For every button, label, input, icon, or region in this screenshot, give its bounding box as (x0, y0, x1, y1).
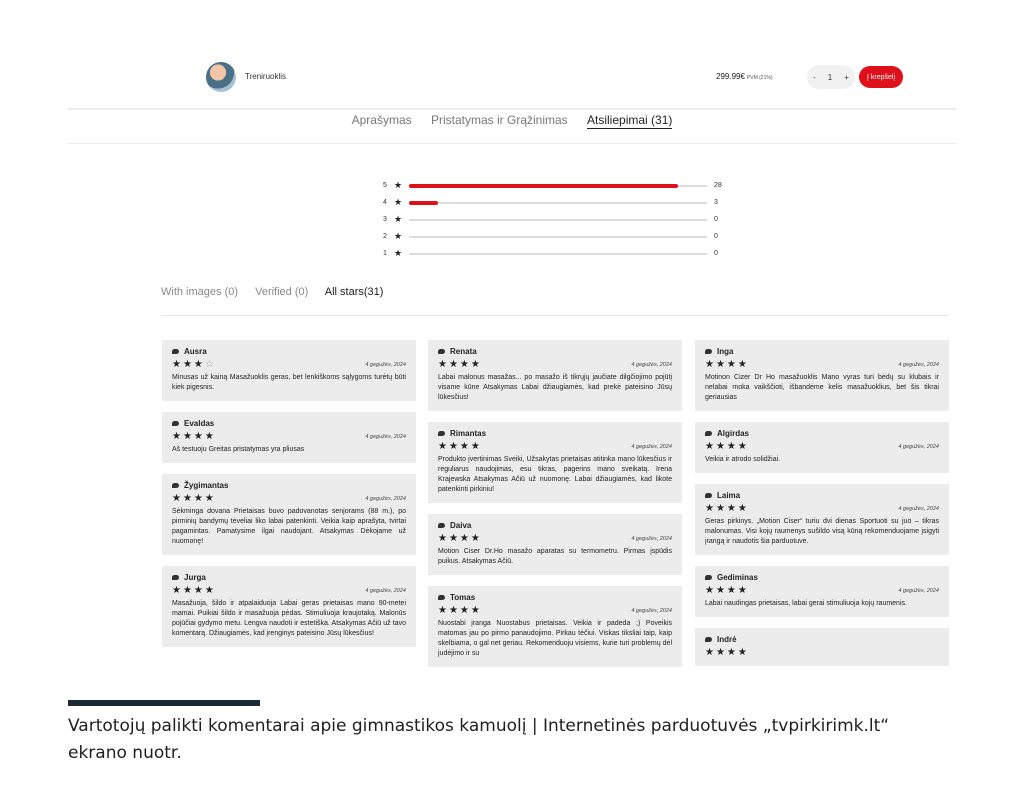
add-to-cart-button[interactable]: Į krepšelį (859, 66, 903, 88)
review-stars: ★★★★ (172, 431, 216, 442)
review-text: Labai malonus masažas... po masažo iš tikrųjų jaučiate dilgčiojimo pojūtį visame kūne Atsakymas Labai džiaugiamės, kad prekė pateisino Jūsų lūkesčius! (438, 374, 672, 401)
review-stars: ★★★★ (438, 605, 482, 616)
review-text: Masažuoja, šildo ir atpalaiduoja Labai geras prietaisas mano 90-metei mamai. Puikiai šildo ir masažuoja pėdas. Stimuliuoja kraujotaką. Malonūs pojūčiai gydymo metu. Lengva naudoti ir estetiška. Atsakymas Ačiū už tavo komentarą. Džiaugiamės, kad įrenginys pateisino Jūsų lūkesčius! (172, 600, 406, 637)
review-date: 4 gegužės, 2024 (365, 496, 406, 502)
review-meta (438, 534, 672, 544)
rating-bar-fill (409, 184, 678, 188)
rating-stars-label: 4 (383, 199, 387, 206)
review-author (438, 347, 672, 356)
review-meta (172, 432, 406, 442)
vat-note: PVM (21%) (746, 75, 773, 81)
review-card (695, 566, 949, 617)
product-tabs (68, 113, 956, 127)
review-date: 4 gegužės, 2024 (631, 536, 672, 542)
product-thumbnail[interactable] (206, 62, 236, 92)
quantity-stepper[interactable] (807, 65, 855, 89)
bottom-strip (68, 700, 260, 706)
review-stars: ★★★★ (705, 441, 749, 452)
review-meta (705, 586, 939, 596)
star-icon: ★ (394, 180, 403, 190)
review-author (438, 429, 672, 438)
reviews-column-2 (428, 340, 682, 678)
review-text: Motinon Cizer Dr Ho masažuoklis Mano vyras turi bėdų su klubais ir nelabai moka vaikščioti, išbandėme kelis masažuoklius, bet šis tikrai geriausias (705, 374, 939, 401)
review-card (162, 412, 416, 463)
rating-count: 0 (714, 216, 718, 223)
review-card (162, 340, 416, 401)
review-author (438, 521, 672, 530)
comment-icon (705, 575, 712, 580)
rating-stars-label: 3 (383, 216, 387, 223)
image-caption: Vartotojų palikti komentarai apie gimnastikos kamuolį | Internetinės parduotuvės „tvpirkirimk.lt“ ekrano nuotr. (68, 716, 890, 763)
review-author (705, 573, 939, 582)
review-date: 4 gegužės, 2024 (898, 362, 939, 368)
review-card (162, 474, 416, 555)
screenshot-frame (68, 48, 956, 706)
rating-row[interactable] (383, 197, 743, 214)
comment-icon (438, 523, 445, 528)
review-author-name: Algirdas (717, 429, 750, 438)
star-icon: ★ (394, 197, 403, 207)
rating-row[interactable] (383, 248, 743, 265)
rating-bar-track (409, 185, 707, 187)
review-date: 4 gegužės, 2024 (631, 362, 672, 368)
comment-icon (172, 575, 179, 580)
review-card (695, 484, 949, 555)
review-meta (705, 442, 939, 452)
review-text: Geras pirkinys. „Motion Ciser“ turiu dvi dienas Sportuoti su juo – tikras malonumas. Visi kojų raumenys sušildo visą kūną rekomenduojame įsigyti įrangą ir naudotis šia parduotuve. (705, 518, 939, 545)
review-author (705, 491, 939, 500)
rating-histogram (383, 180, 743, 265)
review-author (705, 635, 939, 644)
review-author-name: Renata (450, 347, 477, 356)
product-name: Treniruoklis (245, 72, 287, 81)
rating-row[interactable] (383, 180, 743, 197)
review-meta (705, 648, 939, 658)
review-date: 4 gegužės, 2024 (898, 588, 939, 594)
review-text: Minusas už kainą Masažuoklis geras, bet lenkiškoms sąlygoms turėtų būti kiek pigesnis. (172, 374, 406, 391)
review-author-name: Ausra (184, 347, 207, 356)
tab-reviews[interactable]: Atsiliepimai (31) (587, 113, 673, 127)
comment-icon (438, 349, 445, 354)
review-meta (172, 360, 406, 370)
rating-stars-label: 5 (383, 182, 387, 189)
review-author-name: Laima (717, 491, 741, 500)
review-text: Sėkminga dovana Prietaisas buvo padovanotas senjorams (88 m.), po pirminių bandymų tėveliai liko labai patenkinti. Veikia kaip aprašyta, tvirtai pagamintas. Pamatysime ilgai naudojant. Atsakymas Dėkojame už nuomonę! (172, 508, 406, 545)
reviews-column-3 (695, 340, 949, 677)
review-date: 4 gegužės, 2024 (898, 444, 939, 450)
rating-stars-label: 1 (383, 250, 387, 257)
filters-divider (161, 315, 948, 316)
review-author-name: Gediminas (717, 573, 758, 582)
review-stars: ★★★☆ (172, 359, 216, 370)
review-card (695, 628, 949, 666)
rating-row[interactable] (383, 231, 743, 248)
review-meta (438, 360, 672, 370)
comment-icon (705, 493, 712, 498)
review-stars: ★★★★ (438, 533, 482, 544)
price-value: 299.99€ (716, 72, 745, 81)
review-text: Labai naudingas prietaisas, labai gerai stimuliuoja kojų raumenis. (705, 600, 907, 607)
rating-count: 3 (714, 199, 718, 206)
review-meta (438, 606, 672, 616)
qty-value[interactable]: 1 (827, 72, 833, 82)
review-stars: ★★★★ (705, 585, 749, 596)
rating-count: 0 (714, 233, 718, 240)
review-card (162, 566, 416, 647)
qty-minus-button[interactable]: - (813, 72, 816, 82)
review-text: Produkto įvertinimas Sveiki, Užsakytas prietaisas atitinka mano lūkesčius ir reguliarus naudojimas, esu tikras, pagerins mano sveikatą. Irena Krajewska Atsakymas Ačiū už nuomonę. Labai džiaugiamės, kad likote patenkinti pirkiniu! (438, 456, 672, 493)
rating-count: 28 (714, 182, 722, 189)
review-text: Aš testuoju Greitas pristatymas yra pliusas (172, 446, 305, 453)
review-card (695, 422, 949, 473)
review-meta (705, 504, 939, 514)
review-author-name: Rimantas (450, 429, 487, 438)
tab-shipping-returns[interactable]: Pristatymas ir Grąžinimas (430, 113, 568, 127)
review-card (428, 340, 682, 411)
review-text: Nuostabi įranga Nuostabus prietaisas. Veikia ir padeda ;) Poveikis matomas jau po pirmo panaudojimo. Pirkau tėčiui. Viskas tiksliai taip, kaip skelbiama, o gal net geriau. Rekomenduoju visiems, kurie turi problemų dėl judėjimo ir su (438, 620, 672, 657)
filter-all-stars[interactable]: All stars(31) (324, 286, 384, 298)
review-author-name: Žygimantas (184, 481, 229, 490)
review-date: 4 gegužės, 2024 (365, 588, 406, 594)
rating-bar-track (409, 202, 707, 204)
review-date: 4 gegužės, 2024 (898, 506, 939, 512)
comment-icon (705, 637, 712, 642)
product-price (716, 72, 772, 81)
review-stars: ★★★★ (438, 441, 482, 452)
star-icon: ★ (394, 248, 403, 258)
review-meta (172, 586, 406, 596)
comment-icon (438, 595, 445, 600)
rating-bar-track (409, 219, 707, 221)
review-date: 4 gegužės, 2024 (365, 362, 406, 368)
star-icon: ★ (394, 231, 403, 241)
tab-description[interactable]: Aprašymas (351, 113, 412, 127)
rating-stars-label: 2 (383, 233, 387, 240)
review-author-name: Inga (717, 347, 734, 356)
comment-icon (705, 349, 712, 354)
star-icon: ★ (394, 214, 403, 224)
filter-with-images[interactable]: With images (0) (161, 286, 239, 298)
review-card (428, 514, 682, 575)
review-meta (172, 494, 406, 504)
reviews-column-1 (162, 340, 416, 658)
review-date: 4 gegužės, 2024 (631, 444, 672, 450)
review-author-name: Tomas (450, 593, 476, 602)
review-card (428, 586, 682, 667)
review-author-name: Daiva (450, 521, 472, 530)
review-author (172, 347, 406, 356)
review-text: Veikia ir atrodo solidžiai. (705, 456, 781, 463)
rating-bar-track (409, 253, 707, 255)
review-author (705, 429, 939, 438)
review-stars: ★★★★ (172, 493, 216, 504)
review-stars: ★★★★ (705, 359, 749, 370)
review-meta (438, 442, 672, 452)
comment-icon (438, 431, 445, 436)
review-meta (705, 360, 939, 370)
product-bar (68, 48, 956, 110)
rating-count: 0 (714, 250, 718, 257)
review-author-name: Jurga (184, 573, 206, 582)
comment-icon (172, 483, 179, 488)
review-stars: ★★★★ (438, 359, 482, 370)
comment-icon (172, 349, 179, 354)
review-filters (161, 286, 397, 298)
review-card (428, 422, 682, 503)
comment-icon (172, 421, 179, 426)
review-author-name: Indrė (717, 635, 737, 644)
review-stars: ★★★★ (705, 503, 749, 514)
review-card (695, 340, 949, 411)
review-stars: ★★★★ (705, 647, 749, 658)
rating-bar-track (409, 236, 707, 238)
review-author (172, 419, 406, 428)
review-stars: ★★★★ (172, 585, 216, 596)
review-author (438, 593, 672, 602)
rating-bar-fill (409, 201, 438, 205)
review-date: 4 gegužės, 2024 (365, 434, 406, 440)
comment-icon (705, 431, 712, 436)
review-text: Motion Ciser Dr.Ho masažo aparatas su termometru. Pirmas įspūdis puikus. Atsakymas Ačiū. (438, 548, 672, 565)
filter-verified[interactable]: Verified (0) (255, 286, 309, 298)
tabs-divider (68, 143, 956, 144)
rating-row[interactable] (383, 214, 743, 231)
qty-plus-button[interactable]: + (844, 72, 849, 82)
review-date: 4 gegužės, 2024 (631, 608, 672, 614)
review-author (172, 481, 406, 490)
review-author-name: Evaldas (184, 419, 215, 428)
review-author (172, 573, 406, 582)
review-author (705, 347, 939, 356)
